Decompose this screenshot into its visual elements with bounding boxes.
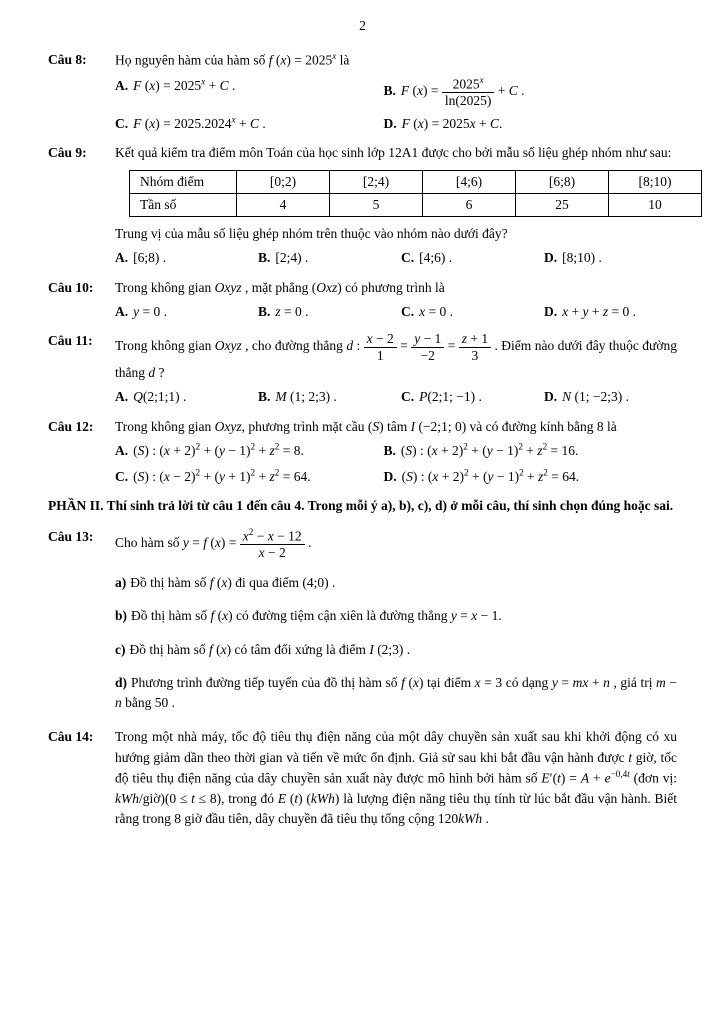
option-key: B.	[258, 303, 271, 319]
answer-option	[115, 467, 374, 488]
question-stem: Cho hàm số y = f (x) = $\frac{x^2 - x - 12}{x - 2}$ .	[115, 526, 312, 560]
option-text: z = 0 .	[275, 303, 309, 319]
question-9	[48, 143, 677, 268]
question-body	[115, 331, 677, 408]
answer-option	[544, 248, 677, 268]
answer-option	[258, 387, 391, 407]
answer-options	[115, 248, 677, 268]
answer-options	[115, 387, 677, 407]
question-body	[115, 278, 677, 323]
answer-option	[401, 248, 534, 268]
question-stem: Trong không gian Oxyz , cho đường thẳng d : $\frac{x - 2}{1}$ = $\frac{y - 1}{-2}$ = $\frac{z + 1}{3}$ . Điểm nào dưới đây thuộc đường thẳng d ?	[115, 331, 677, 381]
option-key: A.	[115, 303, 129, 319]
question-13	[48, 527, 677, 714]
question-10	[48, 278, 677, 323]
question-label: Câu 9:	[48, 145, 87, 161]
question-stem: Trong không gian Oxyz, phương trình mặt cầu (S) tâm I (−2;1; 0) và có đường kính bằng 8 là	[115, 418, 617, 434]
question-part-b	[115, 606, 677, 626]
table-cell: 25	[516, 193, 609, 216]
answer-option	[115, 75, 374, 109]
option-key: B.	[258, 389, 271, 405]
table-header-cell: [6;8)	[516, 170, 609, 193]
table-row-label: Tần số	[130, 193, 237, 216]
option-key: A.	[115, 389, 129, 405]
page-number: 2	[359, 18, 366, 33]
part-text: Đồ thị hàm số f (x) đi qua điểm (4;0) .	[130, 575, 336, 591]
option-text: F (x) = 2025x + C.	[401, 115, 503, 131]
option-text: x + y + z = 0 .	[562, 303, 637, 319]
table-cell: 5	[330, 193, 423, 216]
question-14	[48, 727, 677, 829]
option-key: A.	[115, 443, 129, 459]
part-key: c)	[115, 641, 126, 657]
option-text: (S) : $(x - 2)^2 + (y + 1)^2 + z^2 = 64$.	[133, 467, 311, 485]
part-key: b)	[115, 608, 128, 624]
option-key: C.	[401, 389, 415, 405]
answer-option	[258, 302, 391, 322]
answer-option	[115, 387, 248, 407]
section-2-header: PHẦN II. Thí sinh trả lời từ câu 1 đến câu 4. Trong mỗi ý a), b), c), d) ở mỗi câu, thí sinh chọn đúng hoặc sai.	[48, 498, 674, 514]
option-text: [8;10) .	[562, 250, 602, 266]
question-stem: Trong không gian Oxyz , mặt phẳng (Oxz) có phương trình là	[115, 279, 445, 295]
option-key: C.	[115, 116, 129, 132]
option-key: D.	[544, 250, 558, 266]
part-key: d)	[115, 674, 128, 690]
option-key: A.	[115, 77, 129, 93]
option-key: B.	[258, 250, 271, 266]
question-12	[48, 417, 677, 488]
question-part-a	[115, 573, 677, 593]
option-text: [4;6) .	[419, 250, 453, 266]
answer-options	[115, 75, 677, 134]
table-header-cell: [2;4)	[330, 170, 423, 193]
question-label: Câu 14:	[48, 729, 94, 745]
option-text: y = 0 .	[133, 303, 167, 319]
option-text: F $(x) = 2025.2024^x + C$ .	[133, 114, 266, 132]
answer-option	[384, 114, 665, 135]
table-header-row	[130, 170, 702, 193]
question-8	[48, 50, 677, 134]
answer-option	[384, 467, 665, 488]
answer-option	[115, 248, 248, 268]
table-cell: 4	[237, 193, 330, 216]
frequency-table	[129, 170, 702, 218]
option-key: A.	[115, 250, 129, 266]
option-text: M (1; 2;3) .	[275, 389, 337, 405]
answer-option	[258, 248, 391, 268]
table-header-cell: [8;10)	[609, 170, 702, 193]
option-text: [2;4) .	[275, 250, 309, 266]
answer-option	[401, 302, 534, 322]
question-text: Trong một nhà máy, tốc độ tiêu thụ điện năng của một dây chuyền sản xuất sau khi khởi động có xu hướng giảm dần theo thời gian và tiến về mức ổn định. Giả sử sau khi bắt đầu vận hành được t giờ, tốc độ tiêu thụ điện năng của dây chuyền sản xuất này được mô hình bởi hàm số $E'(t) = A + e^{-0,4t}$ (đơn vị: kWh/giờ)(0 ≤ t ≤ 8), trong đó E (t) (kWh) là lượng điện năng tiêu thụ tính từ lúc bắt đầu vận hành. Biết rằng trong 8 giờ đầu tiên, dây chuyền đã tiêu thụ tổng cộng 120kWh .	[115, 729, 677, 826]
question-body	[115, 50, 677, 134]
option-key: C.	[115, 469, 129, 485]
option-text: (S) : $(x + 2)^2 + (y - 1)^2 + z^2 = 16$.	[400, 441, 579, 459]
answer-option	[384, 441, 665, 462]
question-label: Câu 13:	[48, 528, 94, 544]
question-11	[48, 331, 677, 408]
option-text: P(2;1; −1) .	[419, 389, 482, 405]
option-text: N (1; −2;3) .	[562, 389, 629, 405]
question-body	[115, 417, 677, 488]
option-key: D.	[544, 303, 558, 319]
table-header-cell: [4;6)	[423, 170, 516, 193]
option-text: (S) : $(x + 2)^2 + (y - 1)^2 + z^2 = 64$.	[401, 467, 580, 485]
question-part-d	[115, 673, 677, 714]
answer-option	[401, 387, 534, 407]
question-body	[115, 527, 677, 714]
option-key: D.	[383, 115, 397, 131]
question-stem-2: Trung vị của mẫu số liệu ghép nhóm trên thuộc vào nhóm nào dưới đây?	[115, 226, 508, 242]
answer-option	[115, 302, 248, 322]
part-text: Đồ thị hàm số f (x) có tâm đối xứng là điểm I (2;3) .	[129, 641, 411, 657]
question-label: Câu 8:	[48, 52, 87, 68]
question-body	[115, 143, 677, 268]
table-header-cell: [0;2)	[237, 170, 330, 193]
answer-options	[115, 302, 677, 322]
table-corner-cell: Nhóm điểm	[130, 170, 237, 193]
question-label: Câu 11:	[48, 333, 93, 349]
option-text: [6;8) .	[133, 250, 167, 266]
part-key: a)	[115, 575, 127, 591]
table-cell: 10	[609, 193, 702, 216]
question-label: Câu 10:	[48, 279, 94, 295]
question-body	[115, 727, 677, 829]
question-stem: Kết quả kiểm tra điểm môn Toán của học sinh lớp 12A1 được cho bởi mẫu số liệu ghép nhóm như sau:	[115, 145, 672, 161]
option-text: F $(x) = 2025^x + C$ .	[133, 76, 236, 93]
part-text: Phương trình đường tiếp tuyến của đồ thị hàm số f (x) tại điểm x = 3 có dạng y = mx + n , giá trị m − n bằng 50 .	[115, 674, 677, 711]
answer-options	[115, 441, 677, 488]
option-text: Q(2;1;1) .	[133, 389, 187, 405]
answer-option	[115, 114, 374, 135]
option-key: B.	[383, 82, 396, 98]
answer-option	[544, 302, 677, 322]
option-key: B.	[383, 443, 396, 459]
part-text: Đồ thị hàm số f (x) có đường tiệm cận xiên là đường thẳng y = x − 1.	[131, 608, 502, 624]
question-part-c	[115, 640, 677, 660]
option-text: x = 0 .	[419, 303, 453, 319]
option-key: D.	[544, 389, 558, 405]
option-key: C.	[401, 303, 415, 319]
question-parts	[115, 573, 677, 713]
question-stem: Họ nguyên hàm của hàm số f $(x) = 2025^x$ là	[115, 51, 350, 68]
option-key: C.	[401, 250, 415, 266]
answer-option	[544, 387, 677, 407]
answer-option	[384, 75, 665, 109]
option-key: D.	[383, 469, 397, 485]
answer-option	[115, 441, 374, 462]
table-cell: 6	[423, 193, 516, 216]
option-text: (S) : $(x + 2)^2 + (y - 1)^2 + z^2 = 8$.	[133, 441, 304, 459]
option-text: F (x) = $\frac{2025^x}{\ln(2025)}$ + C .	[400, 75, 525, 109]
question-label: Câu 12:	[48, 418, 94, 434]
table-data-row	[130, 193, 702, 216]
